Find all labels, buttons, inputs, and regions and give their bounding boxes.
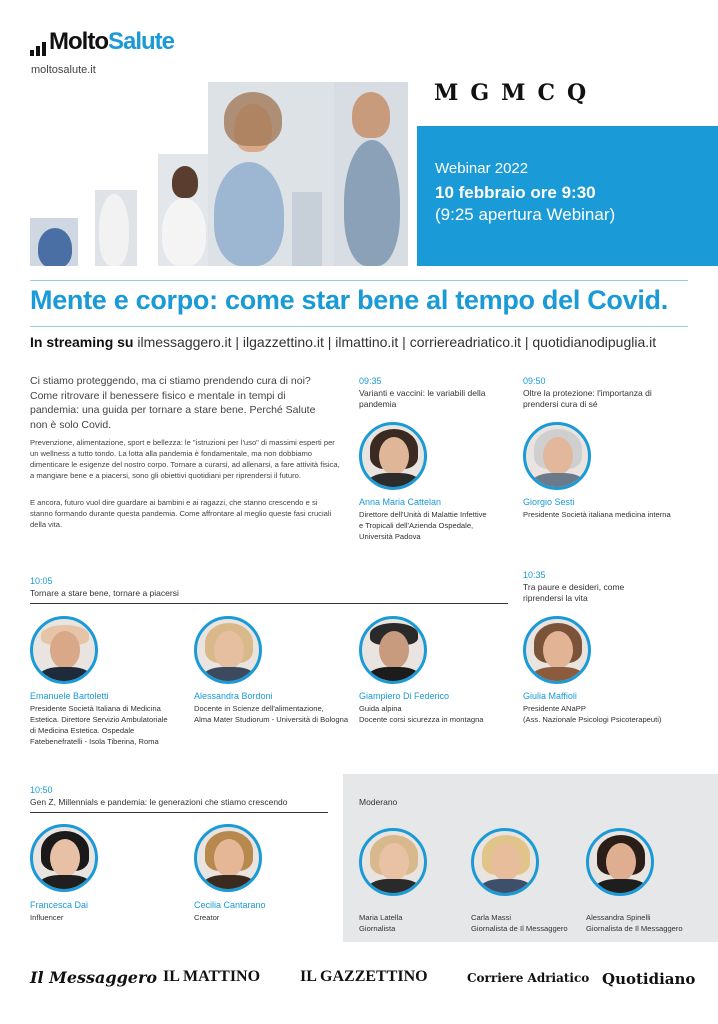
webinar-date: 10 febbraio ore 9:30	[435, 183, 596, 202]
site-url: moltosalute.it	[31, 64, 96, 76]
session-time: 09:35	[359, 376, 382, 386]
speaker-name: Giorgio Sesti	[523, 497, 575, 507]
speaker-role: Creator	[194, 913, 220, 922]
speaker-role: Presidente Società Italiana di Medicina Estetica. Direttore Servizio Ambulatoriale di Medicina Estetica. Ospedale Fatebenefratelli - Isola Tiberina, Roma	[30, 704, 168, 746]
speaker-role: Docente in Scienze dell'alimentazione, Alma Mater Studiorum - Università di Bologna	[194, 704, 349, 724]
avatar-defederico	[359, 616, 427, 684]
webinar-opening: (9:25 apertura Webinar)	[435, 205, 616, 224]
speaker-role: Guida alpina Docente corsi sicurezza in montagna	[359, 704, 484, 724]
streaming-sites[interactable]: ilmessaggero.it | ilgazzettino.it | ilmattino.it | corriereadriatico.it | quotidianodipuglia.it	[137, 334, 657, 350]
speaker-role: Direttore dell'Unità di Malattie Infettive e Tropicali dell'Azienda Ospedale, Università Padova	[359, 510, 487, 541]
page-title: Mente e corpo: come star bene al tempo del Covid.	[30, 285, 668, 315]
logo-part2: Salute	[107, 28, 175, 55]
session-topic: Tornare a stare bene, tornare a piacersi	[30, 588, 179, 598]
logo-adriatico: Corriere Adriatico	[467, 971, 590, 985]
avatar-maffioli	[523, 616, 591, 684]
session-time: 10:35	[523, 570, 546, 580]
speaker-role: Presidente Società italiana medicina interna	[523, 510, 671, 519]
avatar-cantarano	[194, 824, 262, 892]
moderator-spinelli: Alessandra Spinelli Giornalista de Il Messaggero	[586, 913, 683, 933]
avatar-massi	[471, 828, 539, 896]
avatar-bartoletti	[30, 616, 98, 684]
session-time: 09:50	[523, 376, 546, 386]
divider	[30, 280, 688, 281]
speaker-name: Alessandra Bordoni	[194, 691, 273, 701]
hero-photo	[30, 82, 408, 266]
webinar-label: Webinar 2022	[435, 160, 529, 177]
avatar-latella	[359, 828, 427, 896]
brand-letters: MGMCQ	[434, 80, 599, 106]
session-time: 10:05	[30, 576, 53, 586]
speaker-name: Anna Maria Cattelan	[359, 497, 442, 507]
streaming-prefix: In streaming su	[30, 334, 134, 350]
webinar-box	[417, 126, 718, 266]
avatar-spinelli	[586, 828, 654, 896]
avatar-sesti	[523, 422, 591, 490]
paragraph-2: E ancora, futuro vuol dire guardare ai bambini e ai ragazzi, che stanno crescendo e si stanno formando durante questa pandemia. Come affrontare al meglio queste fasi cruciali della vita.	[30, 498, 332, 529]
avatar-dai	[30, 824, 98, 892]
moltosalute-logo	[30, 28, 174, 56]
logo-quotidiano: Quotidiano	[602, 970, 696, 988]
bars-icon	[30, 42, 46, 56]
session-topic: Tra paure e desideri, come riprendersi la vita	[523, 582, 625, 604]
avatar-bordoni	[194, 616, 262, 684]
session-topic: Varianti e vaccini: le variabili della pandemia	[359, 388, 486, 410]
streaming-line	[30, 334, 656, 350]
session-topic: Gen Z, Millennials e pandemia: le generazioni che stiamo crescendo	[30, 797, 288, 807]
speaker-role: Presidente ANaPP (Ass. Nazionale Psicologi Psicoterapeuti)	[523, 704, 662, 724]
session-line	[30, 812, 328, 813]
session-topic: Oltre la protezione: l'importanza di prendersi cura di sé	[523, 388, 652, 410]
session-line	[30, 603, 508, 604]
speaker-name: Giulia Maffioli	[523, 691, 577, 701]
avatar-cattelan	[359, 422, 427, 490]
logo-part1: Molto	[49, 28, 108, 55]
moderator-latella: Maria Latella Giornalista	[359, 913, 403, 933]
moderator-massi: Carla Massi Giornalista de Il Messaggero	[471, 913, 568, 933]
logo-messaggero: Il Messaggero	[30, 968, 158, 987]
speaker-name: Francesca Dai	[30, 900, 89, 910]
intro-text: Ci stiamo proteggendo, ma ci stiamo prendendo cura di noi? Come ritrovare il benessere fisico e mentale in tempi di pandemia: una guida per tornare a stare bene. Perché Salute non è solo Covid.	[30, 375, 316, 432]
logo-mattino: IL MATTINO	[163, 968, 261, 985]
logo-gazzettino: IL GAZZETTINO	[300, 968, 428, 985]
session-time: 10:50	[30, 785, 53, 795]
speaker-name: Giampiero Di Federico	[359, 691, 450, 701]
speaker-name: Emanuele Bartoletti	[30, 691, 109, 701]
speaker-name: Cecilia Cantarano	[194, 900, 266, 910]
speaker-role: Influencer	[30, 913, 64, 922]
divider	[30, 326, 688, 327]
paragraph-1: Prevenzione, alimentazione, sport e bellezza: le "istruzioni per l'uso" di massimi esperti per un wellness a tutto tondo. La lotta alla pandemia è fondamentale, ma non dobbiamo dimenticare le esigenze del nostro corpo. Tornare a curarsi, ad allenarsi, a fare attività fisica, a mangiare bene e a piacersi, sono gli obiettivi quotidiani per riprendersi il futuro.	[30, 438, 340, 480]
moderators-label: Moderano	[359, 797, 398, 807]
